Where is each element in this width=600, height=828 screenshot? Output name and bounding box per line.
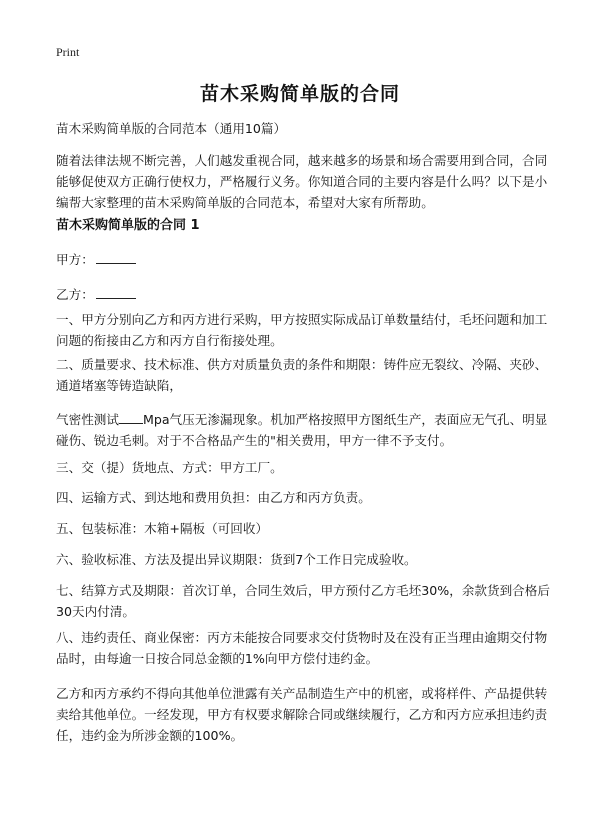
party-b-line: [56, 284, 551, 305]
section-heading: 苗木采购简单版的合同 1: [56, 218, 200, 233]
clause-9: 乙方和丙方承约不得向其他单位泄露有关产品制造生产中的机密，或将样件、产品提供转卖给其他单位。一经发现，甲方有权要求解除合同或继续履行，乙方和丙方应承担违约责任，违约金为所涉金额的100%。: [56, 686, 548, 743]
party-a-line: [56, 249, 551, 270]
clause-2b-suffix: Mpa气压无渗漏现象。机加严格按照甲方图纸生产，表面应无气孔、明显碰伤、锐边毛刺。对于不合格品产生的"相关费用，甲方一律不予支付。: [56, 412, 548, 448]
party-a-label: 甲方：: [56, 252, 94, 267]
clause-1: 一、甲方分别向乙方和丙方进行采购，甲方按照实际成品订单数量结付，毛坯问题和加工问题的衔接由乙方和丙方自行衔接处理。: [56, 312, 548, 348]
intro-paragraph: 随着法律法规不断完善，人们越发重视合同，越来越多的场景和场合需要用到合同，合同能够促使双方正确行使权力，严格履行义务。你知道合同的主要内容是什么吗？以下是小编帮大家整理的苗木采购简单版的合同范本，希望对大家有所帮助。: [56, 153, 548, 210]
clause-3: 三、交（提）货地点、方式：甲方工厂。: [56, 460, 283, 475]
clause-5: 五、包装标准：木箱+隔板（可回收）: [56, 521, 269, 536]
clause-4: 四、运输方式、到达地和费用负担：由乙方和丙方负责。: [56, 490, 371, 505]
page-title: 苗木采购简单版的合同: [199, 83, 400, 105]
clause-2-continued: [56, 409, 551, 451]
clause-7: 七、结算方式及期限：首次订单，合同生效后，甲方预付乙方毛坯30%，余款货到合格后30天内付清。: [56, 583, 550, 619]
clause-8: 八、违约责任、商业保密：丙方未能按合同要求交付货物时及在没有正当理由逾期交付物品时，由每逾一日按合同总金额的1%向甲方偿付违约金。: [56, 630, 548, 666]
clause-2: 二、质量要求、技术标准、供方对质量负责的条件和期限：铸件应无裂纹、冷隔、夹砂、通道堵塞等铸造缺陷，: [56, 357, 548, 393]
party-b-blank: [96, 286, 136, 299]
print-link[interactable]: Print: [56, 45, 80, 59]
party-b-label: 乙方：: [56, 287, 94, 302]
party-a-blank: [96, 251, 136, 264]
subtitle: 苗木采购简单版的合同范本（通用10篇）: [56, 121, 287, 136]
clause-2b-prefix: 气密性测试: [56, 412, 119, 427]
clause-6: 六、验收标准、方法及提出异议期限：货到7个工作日完成验收。: [56, 552, 417, 567]
pressure-blank: [119, 411, 143, 424]
